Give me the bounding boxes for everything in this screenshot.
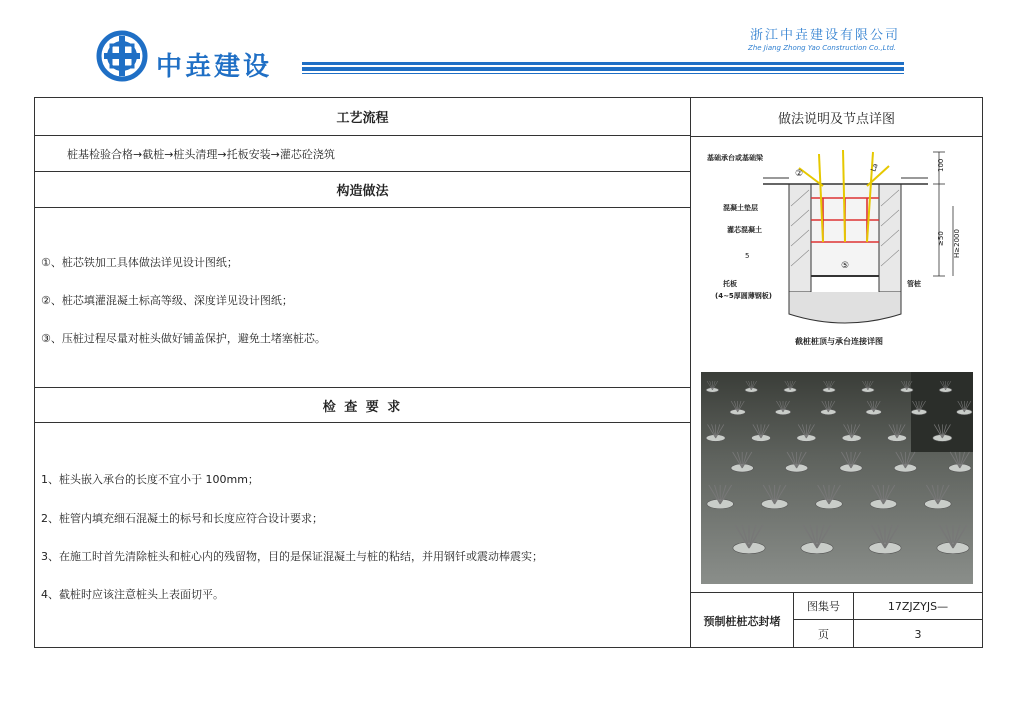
diagram-label-dim5: 5 <box>745 252 750 260</box>
header-rule <box>302 62 904 76</box>
page-value: 3 <box>914 627 922 641</box>
left-column <box>35 98 691 647</box>
diagram-label-foundation: 基础承台或基础梁 <box>707 154 763 162</box>
right-column <box>691 98 982 647</box>
diagram-label-circle2: ② <box>795 169 804 179</box>
drawing-info-block <box>691 592 982 648</box>
diagram-label-dim2000: H≥2000 <box>953 229 961 258</box>
diagram-label-plate: 托板 <box>723 280 737 288</box>
construction-item: ③、压桩过程尽量对桩头做好铺盖保护，避免土堵塞桩芯。 <box>41 332 326 345</box>
diagram-label-la: La <box>869 162 880 173</box>
diagram-label-core: 灌芯混凝土 <box>727 226 762 234</box>
inspection-item: 3、在施工时首先清除桩头和桩心内的残留物，目的是保证混凝土与桩的粘结，并用钢钎或震动棒震实； <box>41 550 543 563</box>
site-photo <box>701 372 973 584</box>
diagram-label-circle5: ⑤ <box>841 261 850 271</box>
inspection-section <box>35 423 690 647</box>
company-name-cn: 浙江中垚建设有限公司 <box>749 28 900 43</box>
construction-item: ①、桩芯铁加工具体做法详见设计图纸； <box>41 256 238 269</box>
document-table <box>34 97 983 648</box>
construction-section <box>35 208 690 388</box>
inspection-item: 4、截桩时应该注意桩头上表面切平。 <box>41 588 224 601</box>
diagram-label-dim100: 100 <box>937 158 945 172</box>
page-label: 页 <box>794 620 854 648</box>
atlas-label: 图集号 <box>794 593 854 620</box>
detail-title: 做法说明及节点详图 <box>691 98 982 137</box>
inspection-item: 1、桩头嵌入承台的长度不宜小于 100mm； <box>41 473 259 486</box>
logo-text: 中垚建设 <box>156 52 273 82</box>
diagram-label-pipe-pile: 管桩 <box>907 280 921 288</box>
pile-cap-connection-diagram <box>703 146 973 364</box>
diagram-label-plate-note: (4~5厚圆薄钢板) <box>715 292 773 300</box>
atlas-value: 17ZJZYJS— <box>854 593 982 620</box>
company-logo-icon <box>96 30 148 82</box>
diagram-label-dim50: ≥50 <box>937 231 945 246</box>
diagram-label-cushion: 混凝土垫层 <box>723 204 758 212</box>
company-name-en: Zhe Jiang Zhong Yao Construction Co.,Ltd. <box>748 44 896 52</box>
process-text: 桩基检验合格→截桩→桩头清理→托板安装→灌芯砼浇筑 <box>35 136 690 172</box>
construction-item: ②、桩芯填灌混凝土标高等级、深度详见设计图纸； <box>41 294 293 307</box>
drawing-title: 预制桩桩芯封堵 <box>691 593 794 648</box>
process-title: 工艺流程 <box>35 98 690 136</box>
construction-title: 构造做法 <box>35 172 690 208</box>
inspection-item: 2、桩管内填充细石混凝土的标号和长度应符合设计要求； <box>41 512 323 525</box>
inspection-title: 检 查 要 求 <box>35 388 690 423</box>
diagram-caption: 截桩桩顶与承台连接详图 <box>795 337 883 346</box>
